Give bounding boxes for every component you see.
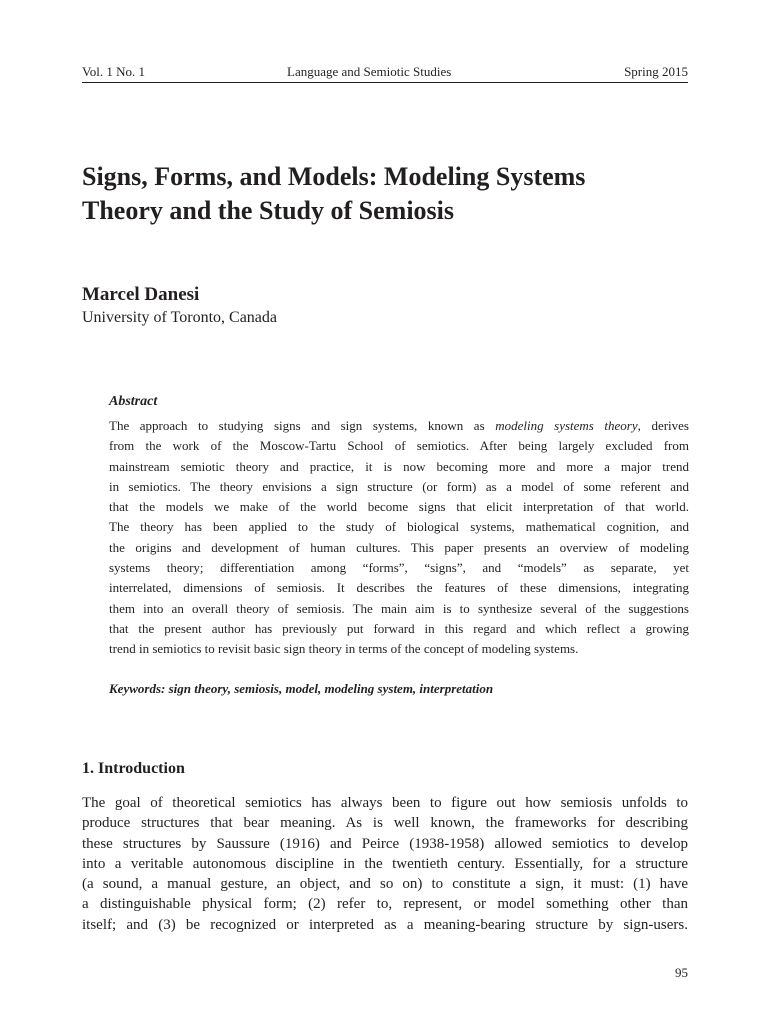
abstract-line: The approach to studying signs and sign systems, known as modeling systems theory, derives (109, 418, 689, 433)
introduction-paragraph (82, 793, 688, 935)
abstract-line: The theory has been applied to the study of biological systems, mathematical cognition, and (109, 519, 689, 535)
title-line-2: Theory and the Study of Semiosis (82, 196, 454, 225)
abstract-line: that the present author has previously put forward in this regard and which reflect a growing (109, 620, 689, 636)
abstract-line: systems theory; differentiation among “forms”, “signs”, and “models” as separate, yet (109, 560, 689, 576)
abstract-line: from the work of the Moscow-Tartu School of semiotics. After being largely excluded from (109, 438, 689, 454)
abstract-line: in semiotics. The theory envisions a sign structure (or form) as a model of some referent and (109, 478, 689, 494)
paragraph-line: The goal of theoretical semiotics has always been to figure out how semiosis unfolds to (82, 795, 688, 811)
title-line-1: Signs, Forms, and Models: Modeling Systems (82, 162, 586, 191)
abstract-body (109, 416, 689, 660)
abstract-heading: Abstract (109, 394, 158, 409)
running-header (82, 64, 688, 83)
paragraph-line: into a veritable autonomous discipline in the twentieth century. Essentially, for a structure (82, 855, 688, 872)
page-number: 95 (675, 965, 688, 980)
author-affiliation: University of Toronto, Canada (82, 309, 277, 326)
issue-date: Spring 2015 (624, 64, 688, 79)
paragraph-line: produce structures that bear meaning. As is well known, the frameworks for describing (82, 815, 688, 832)
abstract-line: interrelated, dimensions of semiosis. It describes the features of these dimensions, integrating (109, 580, 689, 596)
journal-name: Language and Semiotic Studies (287, 64, 452, 79)
paragraph-line: itself; and (3) be recognized or interpreted as a meaning-bearing structure by sign-users. (82, 916, 688, 933)
article-title (82, 160, 702, 228)
abstract-line: trend in semiotics to revisit basic sign theory in terms of the concept of modeling systems. (109, 641, 579, 657)
abstract-line: them into an overall theory of semiosis. The main aim is to synthesize several of the suggestions (109, 600, 689, 616)
abstract-line: the origins and development of human cultures. This paper presents an overview of modeling (109, 539, 689, 555)
volume-number: Vol. 1 No. 1 (82, 64, 145, 79)
keywords: Keywords: sign theory, semiosis, model, modeling system, interpretation (109, 681, 494, 696)
author-name: Marcel Danesi (82, 284, 200, 305)
section-heading: 1. Introduction (82, 760, 185, 777)
paragraph-line: (a sound, a manual gesture, an object, and so on) to constitute a sign, it must: (1) have (82, 876, 688, 893)
paragraph-line: a distinguishable physical form; (2) refer to, represent, or model something other than (82, 896, 688, 913)
emphasis-term: modeling systems theory (495, 418, 638, 433)
abstract-line: mainstream semiotic theory and practice, it is now becoming more and more a major trend (109, 458, 689, 474)
abstract-line: that the models we make of the world become signs that elicit interpretation of that world. (109, 499, 689, 515)
paragraph-line: these structures by Saussure (1916) and Peirce (1938-1958) allowed semiotics to develop (82, 835, 688, 852)
